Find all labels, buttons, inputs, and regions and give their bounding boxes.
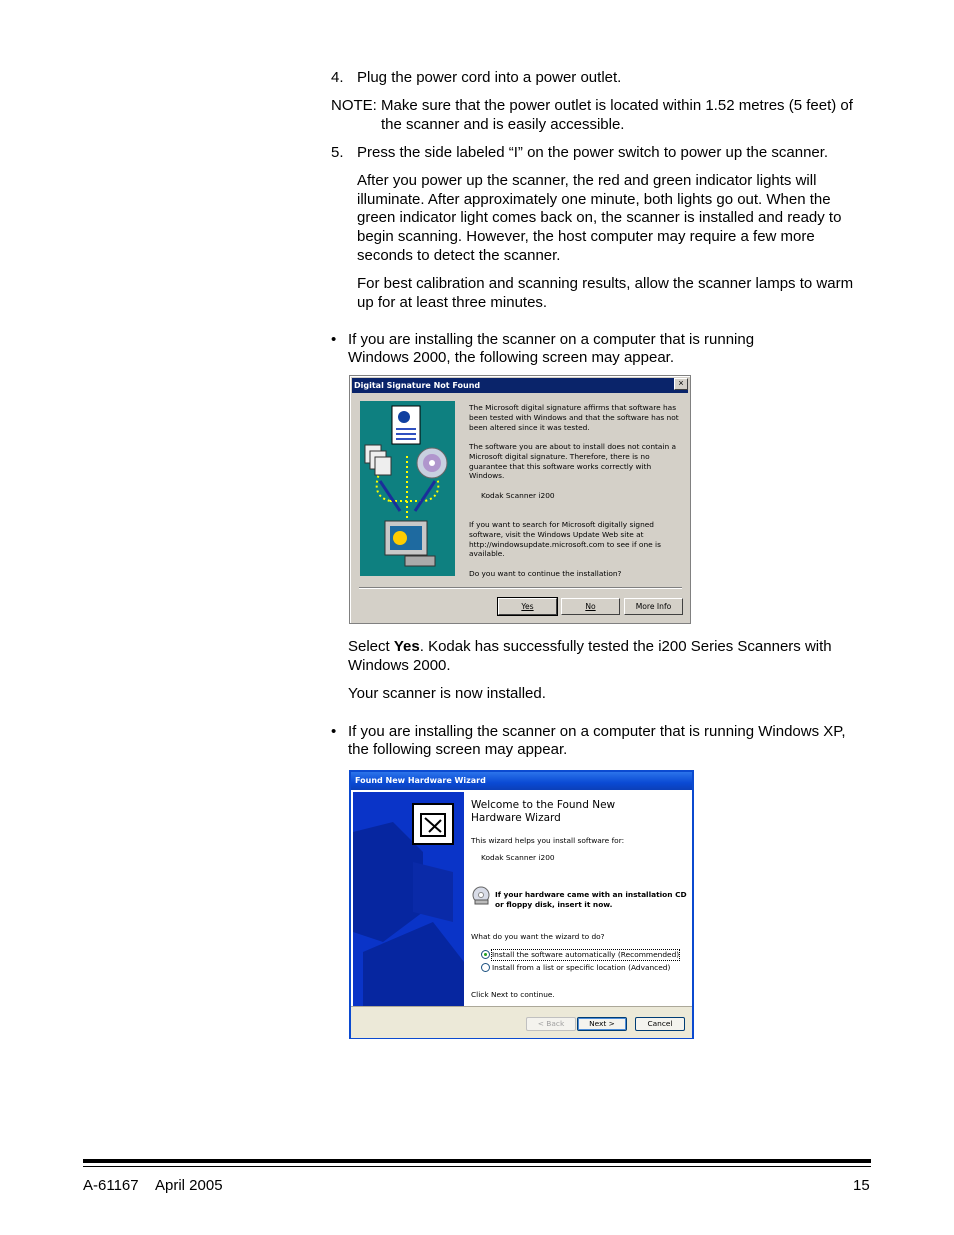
heading-line: Welcome to the Found New [471, 799, 616, 811]
step-5-text: Press the side labeled “I” on the power switch to power up the scanner. [357, 144, 829, 161]
calibration-line: For best calibration and scanning results, allow the scanner lamps to warm [357, 275, 854, 292]
dialog-title: Digital Signature Not Found [354, 381, 481, 390]
footer-rule-thick [83, 1159, 871, 1163]
insert-cd-prompt [495, 890, 687, 910]
close-icon[interactable]: × [674, 378, 688, 390]
text-line: guarantee that this software works correctly with [469, 461, 652, 471]
cd-icon [471, 886, 491, 906]
wizard-helps-text: This wizard helps you install software for: [471, 836, 625, 845]
text-line: The software you are about to install does not contain a [469, 442, 677, 451]
signature-description [469, 403, 684, 432]
signature-illustration [360, 401, 455, 576]
note-line-1: Make sure that the power outlet is located within 1.52 metres (5 feet) of [381, 97, 853, 114]
step-4-text: Plug the power cord into a power outlet. [357, 69, 622, 86]
text-line: Microsoft digital signature. Therefore, there is no [469, 451, 650, 461]
yes-button[interactable] [498, 598, 557, 615]
prompt-line: or floppy disk, insert it now. [495, 899, 613, 909]
digital-signature-dialog [349, 375, 691, 624]
calibration-line: up for at least three minutes. [357, 293, 548, 311]
radio-install-automatically[interactable] [481, 950, 490, 959]
wizard-question: What do you want the wizard to do? [471, 932, 605, 941]
wizard-title: Found New Hardware Wizard [355, 776, 486, 785]
power-up-line: green indicator light comes back on, the scanner is installed and ready to [357, 209, 842, 227]
heading-line: Hardware Wizard [471, 812, 561, 824]
no-button-label: No [585, 602, 596, 611]
next-button[interactable]: Next > [577, 1017, 627, 1031]
text-line: available. [469, 549, 505, 559]
text-line: The Microsoft digital signature affirms that software has [469, 403, 677, 412]
text-span: Select [348, 638, 394, 655]
yes-emphasis: Yes [393, 638, 420, 655]
windows-update-info [469, 520, 684, 559]
radio-install-from-list[interactable] [481, 963, 490, 972]
footer-rule-thin [83, 1166, 871, 1167]
computer-network-icon [360, 401, 455, 576]
text-line: Windows. [469, 471, 505, 481]
found-new-hardware-wizard [349, 770, 694, 1039]
bullet-1-line-1: If you are installing the scanner on a computer that is running [348, 331, 755, 348]
text-line: http://windowsupdate.microsoft.com to see if one is [469, 539, 661, 549]
more-info-button[interactable] [624, 598, 683, 615]
power-up-line: seconds to detect the scanner. [357, 246, 561, 264]
device-name: Kodak Scanner i200 [481, 491, 555, 500]
no-signature-warning [469, 442, 684, 481]
text-line: been altered since it was tested. [469, 422, 590, 432]
more-info-button-label: More Info [635, 602, 672, 611]
installed-text: Your scanner is now installed. [348, 685, 546, 702]
text-line: If you want to search for Microsoft digitally signed [469, 520, 654, 529]
dialog-title-bar [352, 378, 688, 393]
text-line: been tested with Windows and that the software has not [469, 412, 679, 422]
wizard-heading [471, 799, 615, 825]
wizard-title-bar [351, 772, 692, 790]
bullet-1-line-2: Windows 2000, the following screen may appear. [348, 349, 675, 366]
power-up-paragraph [357, 172, 877, 266]
text-line: software, visit the Windows Update Web site at [469, 529, 644, 539]
footer-doc-id: A-61167 [83, 1177, 139, 1194]
select-yes-line-2: Windows 2000. [348, 657, 451, 674]
bullet-marker: • [331, 723, 337, 740]
back-button[interactable]: < Back [526, 1017, 576, 1031]
no-button[interactable] [561, 598, 620, 615]
power-up-line: illuminate. After approximately one minute, both lights go out. When the [357, 190, 831, 208]
cancel-button[interactable]: Cancel [635, 1017, 685, 1031]
select-yes-line-1 [348, 638, 832, 657]
wizard-banner [353, 792, 464, 1006]
device-name: Kodak Scanner i200 [481, 853, 555, 862]
bullet-2-line-2: the following screen may appear. [348, 741, 568, 758]
install-from-list-label[interactable]: Install from a list or specific location (Advanced) [492, 963, 671, 972]
separator [359, 587, 682, 589]
hardware-banner-icon [353, 792, 464, 1006]
yes-button-label: Yes [521, 602, 534, 611]
note-line-2: the scanner and is easily accessible. [381, 116, 625, 133]
bullet-marker: • [331, 331, 337, 348]
continue-question: Do you want to continue the installation? [469, 569, 622, 578]
radio-selected-dot [484, 953, 487, 956]
prompt-line: If your hardware came with an installation CD [495, 890, 687, 899]
power-up-line: begin scanning. However, the host computer may require a few more [357, 228, 815, 246]
power-up-line: After you power up the scanner, the red and green indicator lights will [357, 172, 817, 189]
click-next-text: Click Next to continue. [471, 990, 555, 999]
bullet-2-line-1: If you are installing the scanner on a computer that is running Windows XP, [348, 723, 846, 740]
calibration-paragraph [357, 275, 877, 312]
step-5-number: 5. [331, 144, 344, 161]
step-4-number: 4. [331, 69, 344, 86]
footer-date: April 2005 [155, 1177, 223, 1194]
note-label: NOTE: [331, 97, 377, 114]
wizard-button-bar [351, 1006, 692, 1038]
text-span: . Kodak has successfully tested the i200 Series Scanners with [419, 638, 832, 655]
page-number: 15 [853, 1177, 870, 1194]
install-automatically-label[interactable]: Install the software automatically (Recommended) [492, 950, 680, 959]
